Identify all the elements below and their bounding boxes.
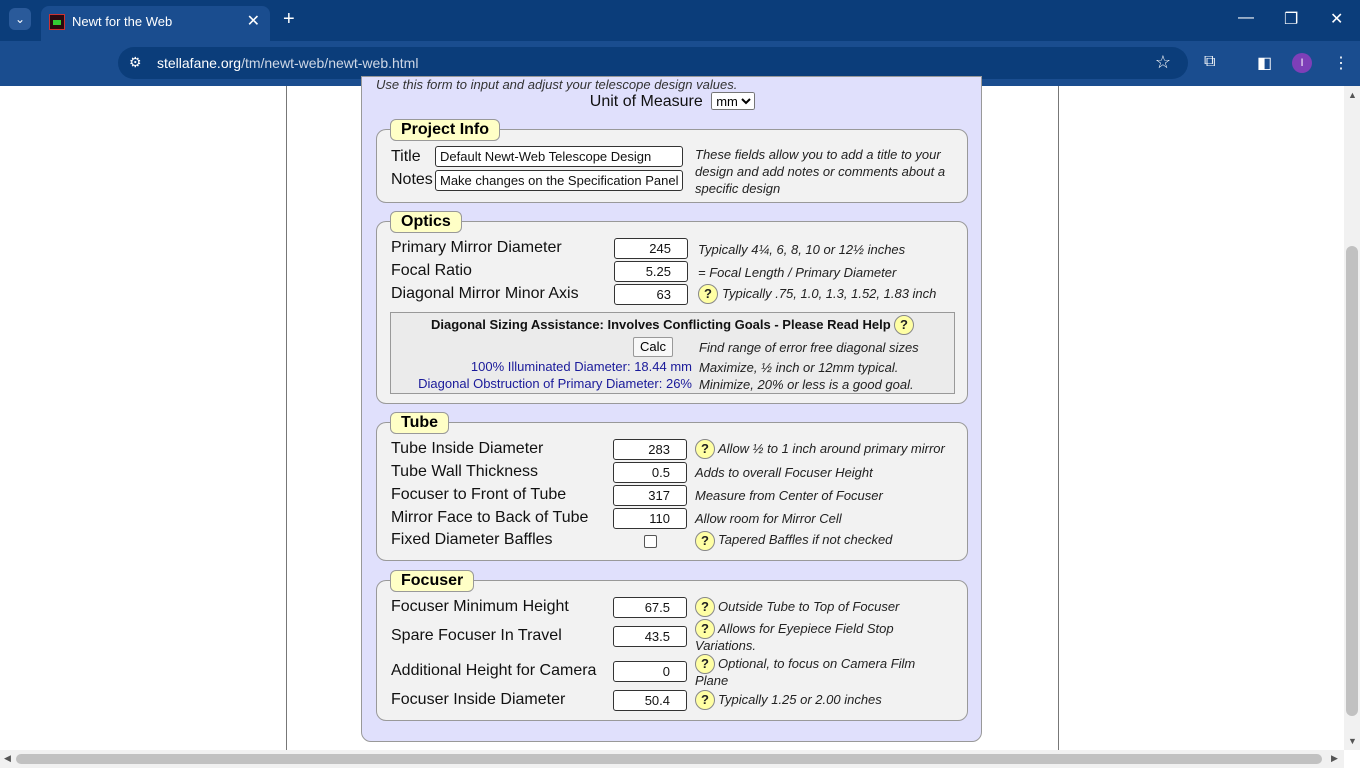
- new-tab-icon[interactable]: +: [283, 8, 295, 30]
- side-panel-icon[interactable]: ◧: [1257, 55, 1273, 72]
- restore-icon[interactable]: ❐: [1284, 11, 1299, 28]
- diagonal-assist-title: Diagonal Sizing Assistance: Involves Conflicting Goals - Please Read Help: [431, 317, 891, 332]
- unit-select[interactable]: [711, 92, 755, 110]
- project-note: These fields allow you to add a title to your design and add notes or comments about a specific design: [695, 147, 946, 196]
- scroll-left-icon[interactable]: ◀: [4, 753, 11, 763]
- address-bar[interactable]: [118, 47, 1188, 79]
- tube-inside-diameter-note: Allow ½ to 1 inch around primary mirror: [718, 441, 945, 456]
- focuser-min-height-label: Focuser Minimum Height: [391, 598, 569, 615]
- obstruction-note: Minimize, 20% or less is a good goal.: [699, 377, 914, 392]
- spare-travel-note: Allows for Eyepiece Field Stop Variations.: [695, 621, 894, 653]
- close-tab-icon[interactable]: ✕: [246, 13, 260, 30]
- camera-height-note: Optional, to focus on Camera Film Plane: [695, 656, 916, 688]
- illuminated-diameter: 100% Illuminated Diameter: 18.44 mm: [470, 359, 692, 374]
- tube-inside-diameter-input[interactable]: 283: [613, 439, 687, 460]
- spare-travel-input[interactable]: 43.5: [613, 626, 687, 647]
- primary-mirror-input[interactable]: 245: [614, 238, 688, 259]
- help-icon[interactable]: ?: [695, 439, 715, 459]
- form-intro: Use this form to input and adjust your telescope design values.: [376, 77, 738, 92]
- site-favicon-icon: [49, 14, 65, 30]
- help-icon[interactable]: ?: [695, 690, 715, 710]
- menu-kebab-icon[interactable]: ⋮: [1333, 55, 1349, 72]
- scroll-up-icon[interactable]: ▲: [1348, 90, 1357, 100]
- url-text: stellafane.org/tm/newt-web/newt-web.html: [157, 55, 419, 71]
- primary-mirror-label: Primary Mirror Diameter: [391, 239, 562, 256]
- focuser-diameter-input[interactable]: 50.4: [613, 690, 687, 711]
- focal-ratio-input[interactable]: 5.25: [614, 261, 688, 282]
- help-icon[interactable]: ?: [698, 284, 718, 304]
- optics-section: [376, 213, 968, 404]
- calc-note: Find range of error free diagonal sizes: [699, 340, 919, 355]
- focuser-min-height-note: Outside Tube to Top of Focuser: [718, 599, 900, 614]
- focal-ratio-label: Focal Ratio: [391, 262, 472, 279]
- focuser-front-label: Focuser to Front of Tube: [391, 486, 567, 503]
- baffles-checkbox[interactable]: [644, 535, 657, 548]
- unit-label: Unit of Measure: [589, 93, 703, 110]
- focuser-diameter-label: Focuser Inside Diameter: [391, 691, 566, 708]
- scroll-down-icon[interactable]: ▼: [1348, 736, 1357, 746]
- close-window-icon[interactable]: ✕: [1330, 11, 1344, 28]
- diagonal-minor-axis-note: Typically .75, 1.0, 1.3, 1.52, 1.83 inch: [722, 286, 937, 301]
- focuser-front-input[interactable]: 317: [613, 485, 687, 506]
- tube-wall-input[interactable]: 0.5: [613, 462, 687, 483]
- focuser-diameter-note: Typically 1.25 or 2.00 inches: [718, 692, 882, 707]
- spare-travel-label: Spare Focuser In Travel: [391, 627, 562, 644]
- tube-section: [376, 414, 968, 561]
- tube-wall-note: Adds to overall Focuser Height: [695, 465, 873, 480]
- mirror-back-note: Allow room for Mirror Cell: [695, 511, 842, 526]
- extensions-icon[interactable]: ⧉: [1204, 53, 1216, 70]
- bookmark-star-icon[interactable]: ☆: [1154, 52, 1171, 72]
- tube-wall-label: Tube Wall Thickness: [391, 463, 539, 480]
- diagonal-minor-axis-label: Diagonal Mirror Minor Axis: [391, 285, 579, 302]
- baffles-label: Fixed Diameter Baffles: [391, 531, 553, 548]
- illuminated-note: Maximize, ½ inch or 12mm typical.: [699, 360, 899, 375]
- notes-label: Notes: [391, 171, 433, 188]
- tab-search-button[interactable]: ⌄: [9, 8, 31, 30]
- design-form: [361, 76, 982, 742]
- help-icon[interactable]: ?: [894, 315, 914, 335]
- baffles-note: Tapered Baffles if not checked: [718, 532, 893, 547]
- focuser-section: [376, 572, 968, 721]
- unit-of-measure-row: [362, 92, 983, 111]
- diagonal-minor-axis-input[interactable]: 63: [614, 284, 688, 305]
- help-icon[interactable]: ?: [695, 531, 715, 551]
- calc-button[interactable]: Calc: [633, 337, 673, 357]
- browser-tab[interactable]: [41, 6, 270, 41]
- help-icon[interactable]: ?: [695, 597, 715, 617]
- minimize-icon[interactable]: —: [1238, 9, 1254, 26]
- notes-input[interactable]: Make changes on the Specification Panel: [435, 170, 683, 191]
- project-info-legend: Project Info: [390, 119, 500, 141]
- obstruction-value: Diagonal Obstruction of Primary Diameter: 26%: [418, 376, 692, 391]
- camera-height-label: Additional Height for Camera: [391, 662, 597, 679]
- focuser-legend: Focuser: [390, 570, 474, 592]
- tab-title: Newt for the Web: [72, 14, 173, 29]
- title-label: Title: [391, 148, 421, 165]
- focal-ratio-note: = Focal Length / Primary Diameter: [698, 265, 897, 280]
- optics-legend: Optics: [390, 211, 462, 233]
- scroll-right-icon[interactable]: ▶: [1331, 753, 1338, 763]
- profile-avatar[interactable]: I: [1292, 53, 1312, 73]
- help-icon[interactable]: ?: [695, 654, 715, 674]
- horizontal-scroll-thumb[interactable]: [16, 754, 1322, 764]
- focuser-front-note: Measure from Center of Focuser: [695, 488, 883, 503]
- tube-legend: Tube: [390, 412, 449, 434]
- horizontal-scrollbar[interactable]: [0, 750, 1344, 768]
- vertical-scroll-thumb[interactable]: [1346, 246, 1358, 716]
- focuser-min-height-input[interactable]: 67.5: [613, 597, 687, 618]
- help-icon[interactable]: ?: [695, 619, 715, 639]
- vertical-scrollbar[interactable]: [1344, 86, 1360, 750]
- project-info-section: [376, 121, 968, 203]
- site-info-icon[interactable]: ⚙: [129, 54, 142, 70]
- page-viewport: [0, 77, 1360, 768]
- camera-height-input[interactable]: 0: [613, 661, 687, 682]
- diagonal-sizing-box: [390, 312, 955, 394]
- mirror-back-label: Mirror Face to Back of Tube: [391, 509, 589, 526]
- mirror-back-input[interactable]: 110: [613, 508, 687, 529]
- browser-tab-strip: [0, 0, 1360, 41]
- title-input[interactable]: Default Newt-Web Telescope Design: [435, 146, 683, 167]
- tube-inside-diameter-label: Tube Inside Diameter: [391, 440, 544, 457]
- primary-mirror-note: Typically 4¼, 6, 8, 10 or 12½ inches: [698, 242, 906, 257]
